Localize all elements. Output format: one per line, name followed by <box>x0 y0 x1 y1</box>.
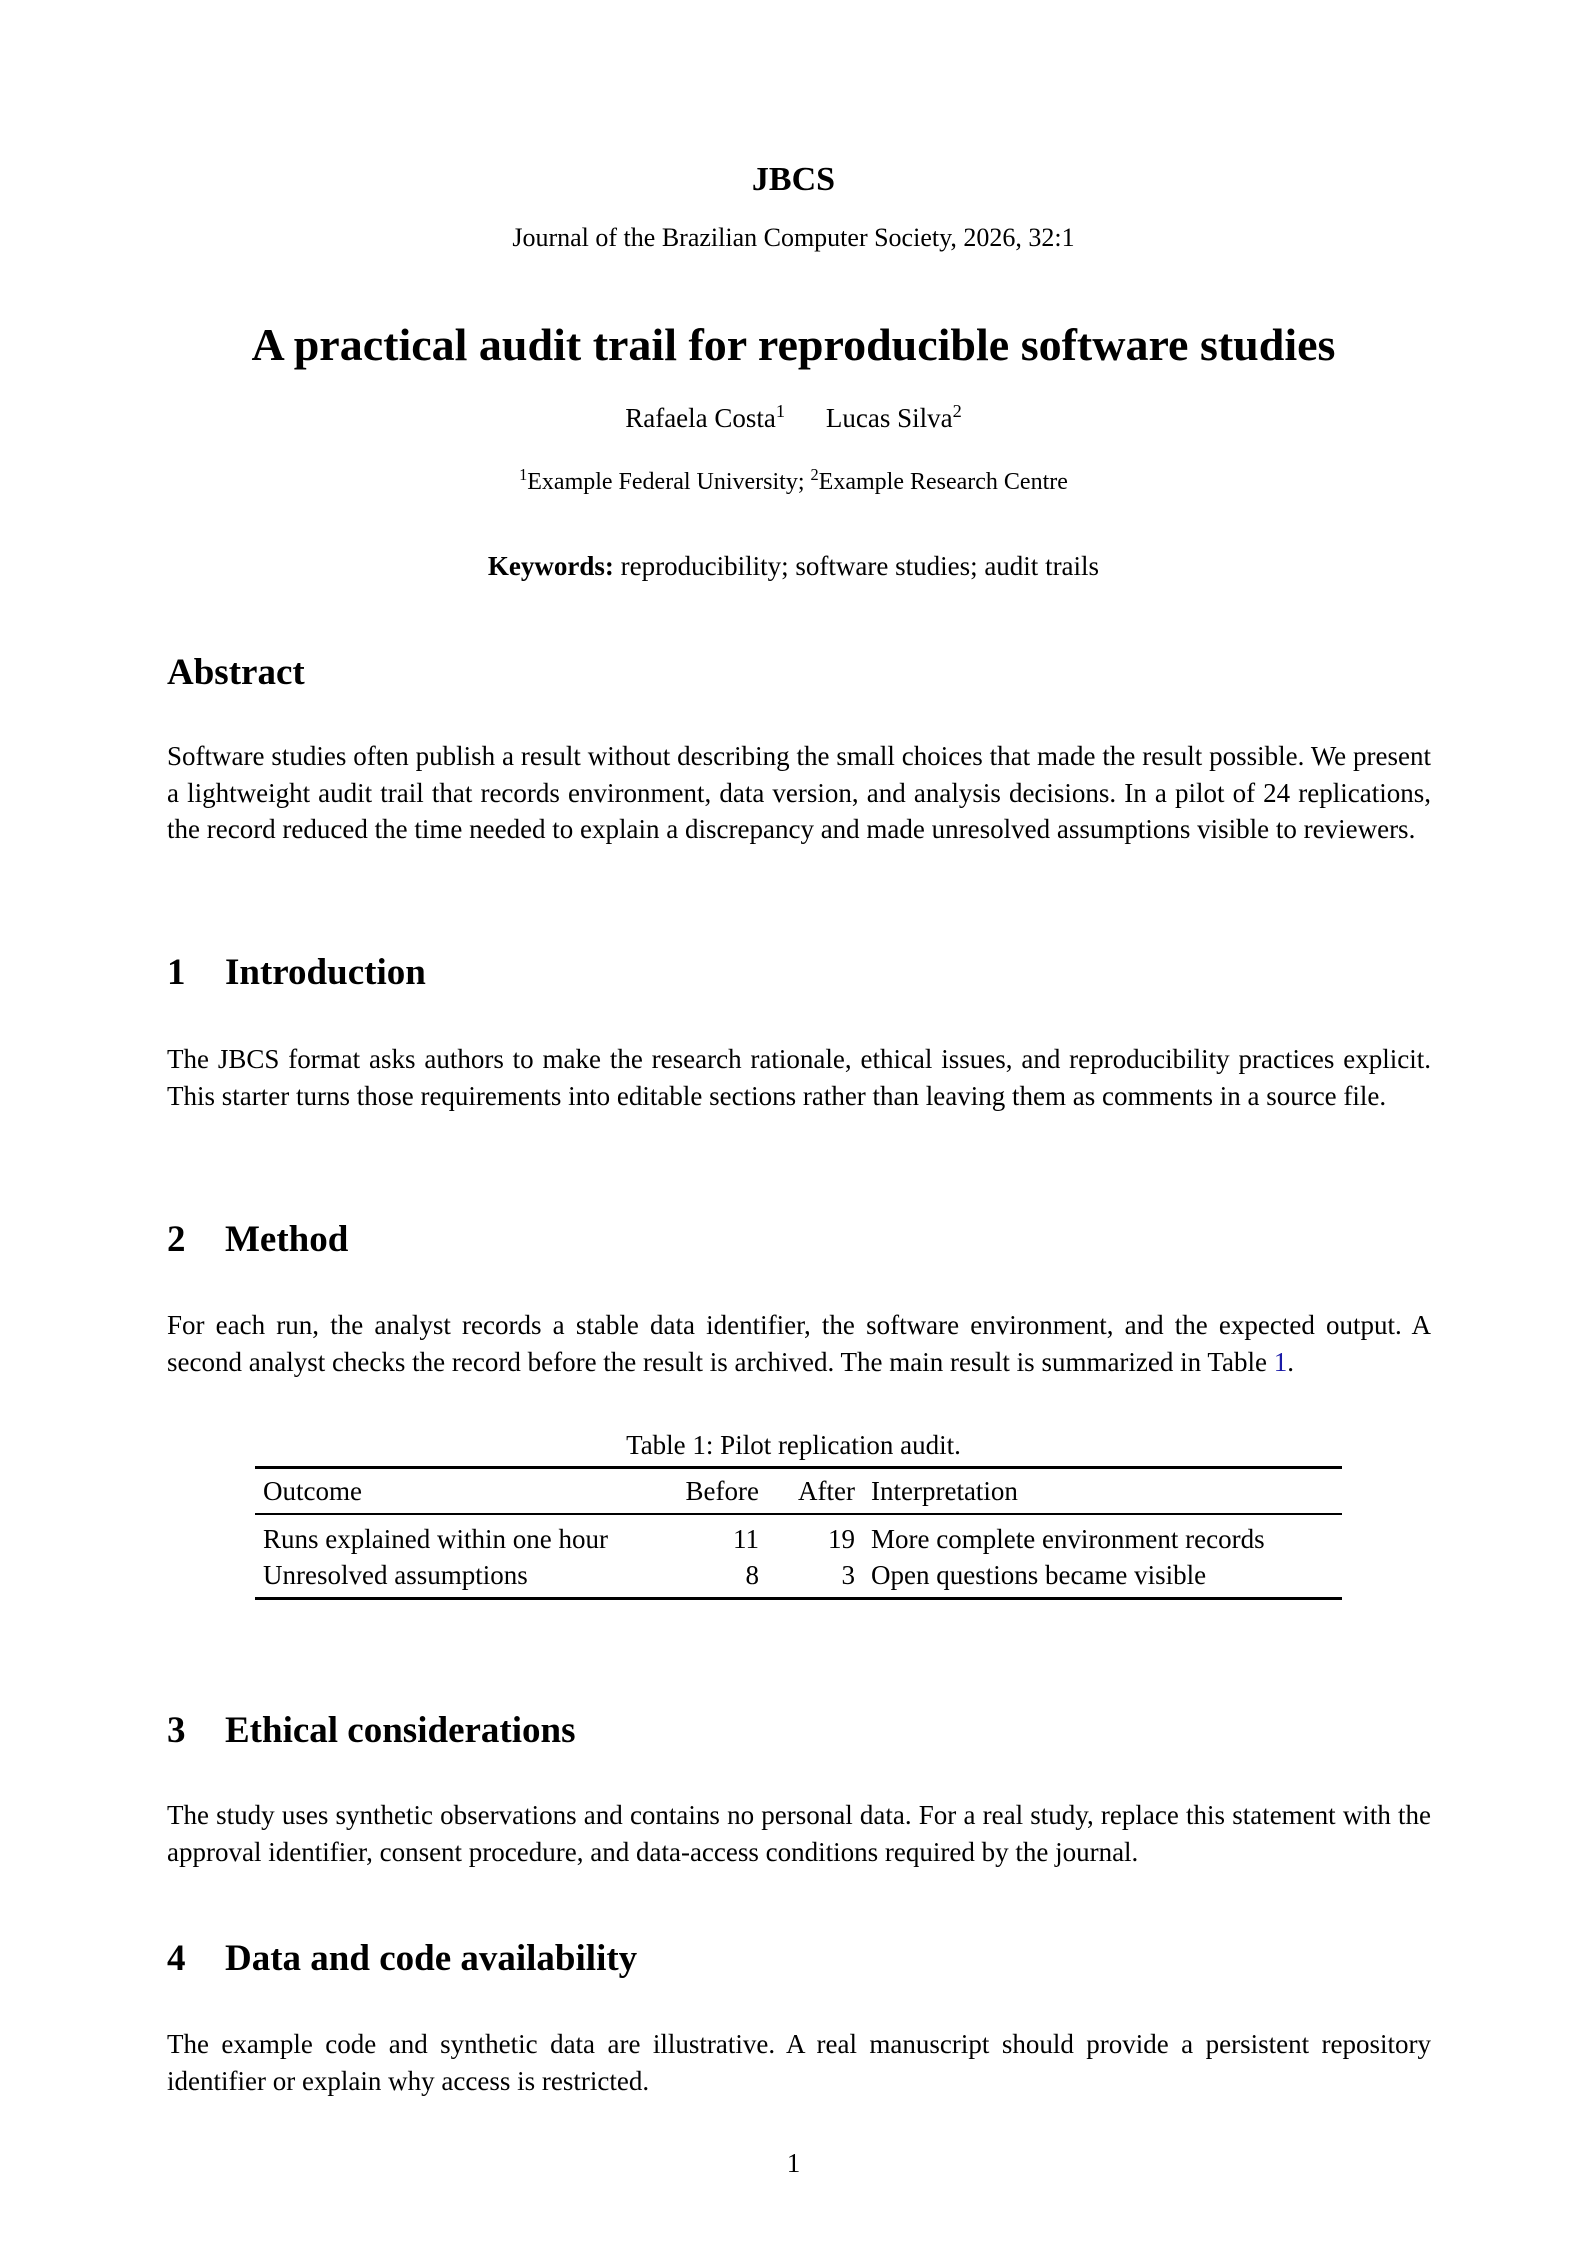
author-list <box>0 401 1587 435</box>
table-row <box>255 1557 1342 1599</box>
section-title: Introduction <box>225 952 426 993</box>
data-and-code-availability-text: The example code and synthetic data are illustrative. A real manuscript should provide a persistent repository identifier or explain why access is restricted. <box>167 2029 1431 2096</box>
table-caption: Table 1: Pilot replication audit. <box>626 1430 961 1460</box>
section-title: Ethical considerations <box>225 1710 576 1751</box>
author-2 <box>826 401 962 435</box>
section-title: Data and code availability <box>225 1938 638 1979</box>
column-header-interpretation: Interpretation <box>871 1476 1018 1506</box>
table-cell-interpretation: More complete environment records <box>871 1524 1265 1554</box>
abstract-heading: Abstract <box>167 652 305 693</box>
section-number: 1 <box>167 952 186 993</box>
introduction-text: The JBCS format asks authors to make the research rationale, ethical issues, and reproducibility practices explicit. This starter turns those requirements into editable sections rather than leaving them as comments in a source file. <box>167 1044 1431 1111</box>
section-heading-data-and-code-availability <box>167 1937 637 1981</box>
table-cell-interpretation: Open questions became visible <box>871 1560 1207 1590</box>
affiliation-list <box>0 467 1587 497</box>
table-header-row <box>255 1468 1342 1515</box>
affiliation-2: Example Research Centre <box>818 469 1068 495</box>
journal-citation: Journal of the Brazilian Computer Society, 2026, 32:1 <box>512 223 1075 252</box>
table-cell-outcome: Runs explained within one hour <box>263 1524 608 1554</box>
section-heading-method <box>167 1218 348 1262</box>
paper-title: A practical audit trail for reproducible software studies <box>251 319 1336 370</box>
author-affiliation-mark: 2 <box>952 400 962 421</box>
results-table <box>255 1466 1342 1600</box>
column-header-outcome: Outcome <box>263 1476 362 1506</box>
ethical-considerations-text: The study uses synthetic observations and contains no personal data. For a real study, replace this statement with the approval identifier, consent procedure, and data-access conditions required by the journal. <box>167 1800 1431 1867</box>
abstract-text: Software studies often publish a result without describing the small choices that made the result possible. We present a lightweight audit trail that records environment, data version, and analysis decisions. In a pilot of 24 replications, the record reduced the time needed to explain a discrepancy and made unresolved assumptions visible to reviewers. <box>167 741 1431 844</box>
keywords <box>0 549 1587 583</box>
table-reference-link[interactable]: 1 <box>1273 1346 1288 1377</box>
affiliation-mark: 1 <box>519 465 528 485</box>
author-name: Lucas Silva <box>825 403 953 433</box>
section-heading-introduction <box>167 951 426 995</box>
table-cell-after: 3 <box>841 1560 855 1590</box>
section-heading-ethical-considerations <box>167 1709 576 1753</box>
author-affiliation-mark: 1 <box>775 400 786 421</box>
affiliation-1: Example Federal University; <box>527 469 805 495</box>
column-header-before: Before <box>685 1476 759 1506</box>
keywords-label: Keywords: <box>487 551 614 581</box>
method-text-body: For each run, the analyst records a stable data identifier, the software environment, and the expected output. A second analyst checks the record before the result is archived. The main result is summarized in Table <box>167 1310 1431 1377</box>
table-cell-before: 8 <box>745 1560 759 1590</box>
table-row <box>255 1514 1342 1557</box>
page-number: 1 <box>786 2148 801 2178</box>
table-cell-after: 19 <box>828 1524 855 1554</box>
section-number: 3 <box>167 1710 186 1751</box>
table-cell-outcome: Unresolved assumptions <box>263 1560 528 1590</box>
affiliation-mark: 2 <box>810 465 819 485</box>
column-header-after: After <box>798 1476 855 1506</box>
journal-short-name: JBCS <box>751 161 836 198</box>
section-title: Method <box>225 1219 349 1260</box>
section-number: 2 <box>167 1219 186 1260</box>
method-text-end: . <box>1287 1346 1294 1377</box>
author-1 <box>625 401 785 435</box>
table-cell-before: 11 <box>733 1524 759 1554</box>
method-text <box>167 1307 1431 1380</box>
section-number: 4 <box>167 1938 186 1979</box>
author-name: Rafaela Costa <box>625 403 776 433</box>
keywords-text: reproducibility; software studies; audit trails <box>620 551 1100 581</box>
